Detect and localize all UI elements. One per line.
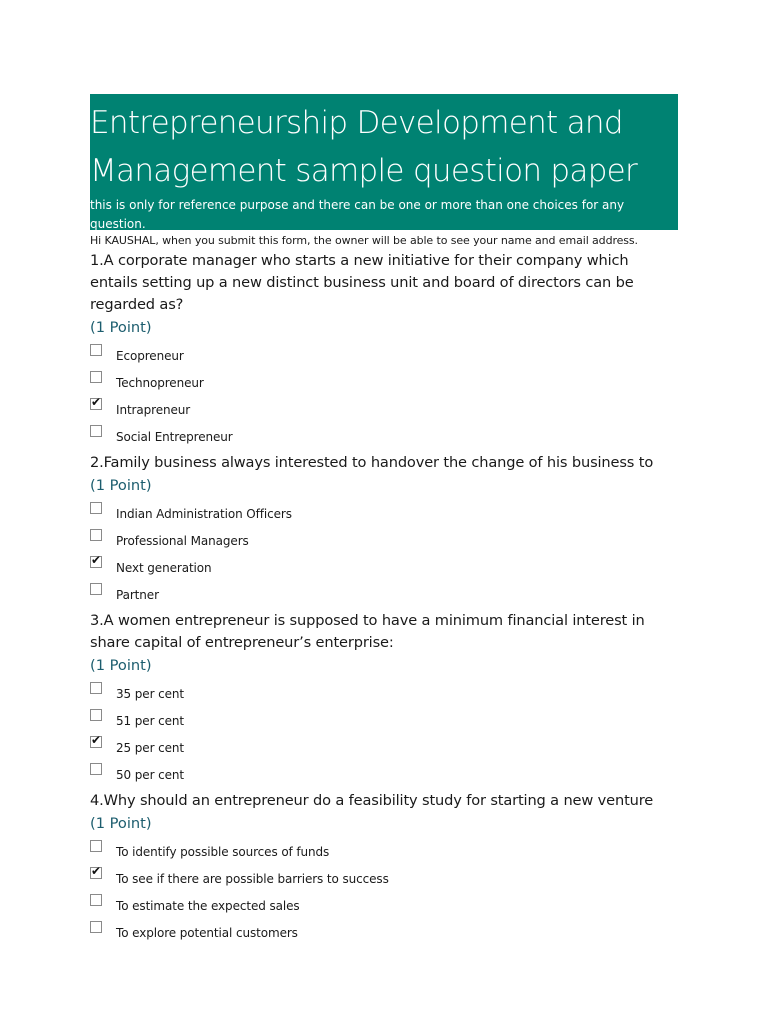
question-text: 1.A corporate manager who starts a new initiative for their company which entails setting up a new distinct business unit and board of directors can be regarded as? <box>90 252 634 313</box>
answer-option-label: Intrapreneur <box>116 403 191 417</box>
checkbox-icon[interactable] <box>90 371 102 383</box>
checkbox-icon[interactable] <box>90 529 102 541</box>
answer-option[interactable] <box>90 344 678 371</box>
question-2 <box>90 452 678 610</box>
answer-option-label: Partner <box>116 588 159 602</box>
checkbox-icon[interactable] <box>90 344 102 356</box>
answer-option[interactable] <box>90 864 678 894</box>
checkbox-checked-icon[interactable] <box>90 395 102 410</box>
answer-option-label: To identify possible sources of funds <box>116 845 330 859</box>
answer-option[interactable] <box>90 921 678 948</box>
privacy-notice: Hi KAUSHAL, when you submit this form, the owner will be able to see your name and email address. <box>90 234 638 247</box>
answer-option[interactable] <box>90 682 678 709</box>
answer-option[interactable] <box>90 709 678 736</box>
question-list <box>90 250 678 948</box>
answer-option[interactable] <box>90 583 678 610</box>
checkbox-icon[interactable] <box>90 921 102 933</box>
answer-option-label: Indian Administration Officers <box>116 507 292 521</box>
answer-option[interactable] <box>90 763 678 790</box>
question-points: (1 Point) <box>90 319 152 336</box>
answer-option-label: To estimate the expected sales <box>116 899 300 913</box>
checkbox-icon[interactable] <box>90 583 102 595</box>
answer-option-label: Technopreneur <box>116 376 204 390</box>
checkbox-icon[interactable] <box>90 425 102 437</box>
checkbox-checked-icon[interactable] <box>90 553 102 568</box>
form-header-banner <box>90 94 678 230</box>
answer-option[interactable] <box>90 840 678 867</box>
answer-option[interactable] <box>90 371 678 398</box>
answer-option-label: 50 per cent <box>116 768 185 782</box>
question-text: 3.A women entrepreneur is supposed to have a minimum financial interest in share capital of entrepreneur’s enterprise: <box>90 612 645 651</box>
answer-option-label: 51 per cent <box>116 714 185 728</box>
question-1 <box>90 250 678 452</box>
answer-option-label: 35 per cent <box>116 687 185 701</box>
form-description: this is only for reference purpose and there can be one or more than one choices for any question. <box>90 198 625 230</box>
question-3 <box>90 610 678 790</box>
checkbox-icon[interactable] <box>90 709 102 721</box>
checkbox-icon[interactable] <box>90 763 102 775</box>
form-title: Entrepreneurship Development and Management sample question paper <box>90 105 638 189</box>
answer-option-label: Next generation <box>116 561 212 575</box>
answer-option[interactable] <box>90 502 678 529</box>
answer-option-label: Professional Managers <box>116 534 249 548</box>
question-text: 2.Family business always interested to handover the change of his business to <box>90 454 654 471</box>
check-mark-icon: ✔ <box>91 864 102 878</box>
question-points: (1 Point) <box>90 815 152 832</box>
checkbox-icon[interactable] <box>90 840 102 852</box>
checkbox-checked-icon[interactable] <box>90 733 102 748</box>
checkbox-icon[interactable] <box>90 502 102 514</box>
answer-option[interactable] <box>90 529 678 556</box>
answer-option[interactable] <box>90 553 678 583</box>
answer-option-label: Ecopreneur <box>116 349 184 363</box>
question-points: (1 Point) <box>90 477 152 494</box>
question-text: 4.Why should an entrepreneur do a feasibility study for starting a new venture <box>90 792 654 809</box>
answer-option-label: To explore potential customers <box>116 926 298 940</box>
checkbox-icon[interactable] <box>90 682 102 694</box>
answer-option[interactable] <box>90 395 678 425</box>
question-4 <box>90 790 678 948</box>
answer-option[interactable] <box>90 733 678 763</box>
answer-option-label: 25 per cent <box>116 741 185 755</box>
answer-option[interactable] <box>90 894 678 921</box>
check-mark-icon: ✔ <box>91 553 102 567</box>
answer-option-label: Social Entrepreneur <box>116 430 233 444</box>
check-mark-icon: ✔ <box>91 733 102 747</box>
checkbox-icon[interactable] <box>90 894 102 906</box>
answer-option[interactable] <box>90 425 678 452</box>
question-points: (1 Point) <box>90 657 152 674</box>
answer-option-label: To see if there are possible barriers to success <box>116 872 389 886</box>
check-mark-icon: ✔ <box>91 395 102 409</box>
checkbox-checked-icon[interactable] <box>90 864 102 879</box>
form <box>90 94 678 948</box>
